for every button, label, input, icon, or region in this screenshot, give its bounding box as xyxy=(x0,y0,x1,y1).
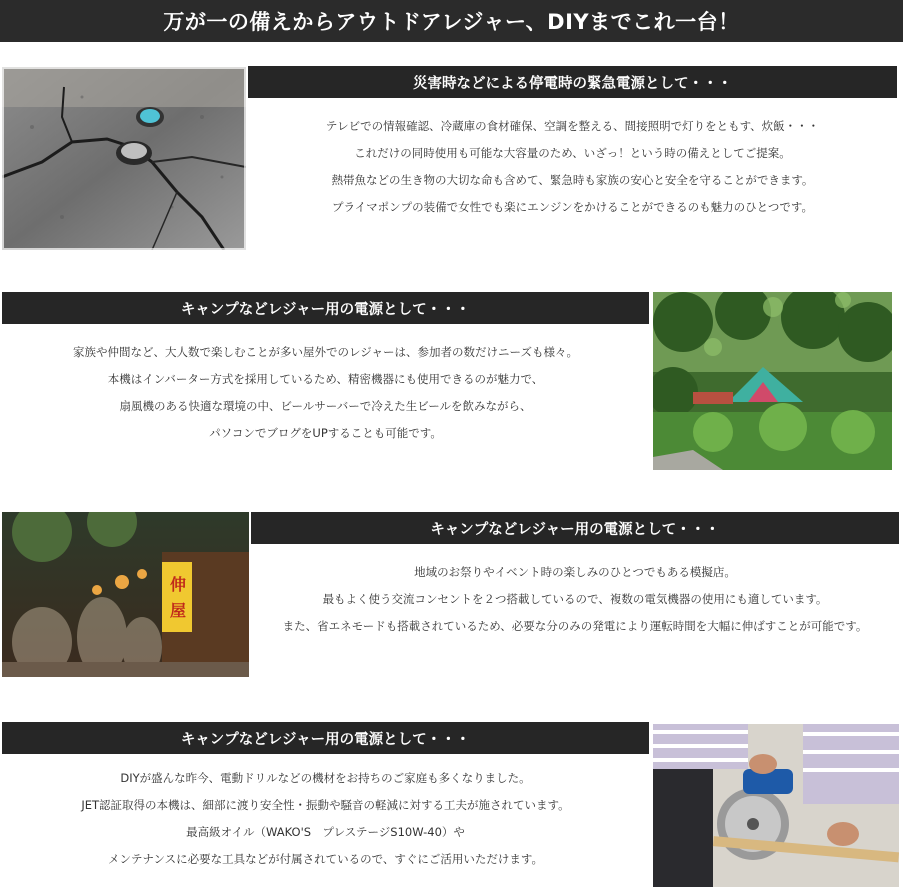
section-heading-camping: キャンプなどレジャー用の電源として・・・ xyxy=(2,292,649,324)
body-line: プライマポンプの装備で女性でも楽にエンジンをかけることができるのも魅力のひとつです。 xyxy=(332,200,813,214)
body-line: メンテナンスに必要な工具などが付属されているので、すぐにご活用いただけます。 xyxy=(108,852,543,866)
body-line: JET認証取得の本機は、細部に渡り安全性・振動や騒音の軽減に対する工夫が施されています。 xyxy=(81,798,570,812)
section-body-camping xyxy=(2,339,649,447)
body-line: テレビでの情報確認、冷蔵庫の食材確保、空調を整える、間接照明で灯りをともす、炊飯・・・ xyxy=(325,119,820,133)
section-body-festival xyxy=(251,559,899,640)
body-line: 扇風機のある快適な環境の中、ビールサーバーで冷えた生ビールを飲みながら、 xyxy=(119,399,532,413)
section-heading-diy: キャンプなどレジャー用の電源として・・・ xyxy=(2,722,649,754)
cracked-ground-photo xyxy=(2,67,246,250)
body-line: DIYが盛んな昨今、電動ドリルなどの機材をお持ちのご家庭も多くなりました。 xyxy=(120,771,531,785)
campsite-photo xyxy=(653,292,892,470)
section-body-emergency xyxy=(248,113,897,221)
body-line: 熱帯魚などの生き物の大切な命も含めて、緊急時も家族の安心と安全を守ることができます。 xyxy=(331,173,814,187)
body-line: これだけの同時使用も可能な大容量のため、いざっ！という時の備えとしてご提案。 xyxy=(354,146,791,160)
body-line: また、省エネモードも搭載されているため、必要な分のみの発電により運転時間を大幅に伸ばすことが可能です。 xyxy=(282,619,868,633)
festival-stalls-photo xyxy=(2,512,249,677)
body-line: 家族や仲間など、大人数で楽しむことが多い屋外でのレジャーは、参加者の数だけニーズも様々。 xyxy=(73,345,578,359)
section-heading-festival: キャンプなどレジャー用の電源として・・・ xyxy=(251,512,899,544)
page-title: 万が一の備えからアウトドアレジャー、DIYまでこれ一台！ xyxy=(0,0,903,42)
body-line: 最高級オイル（WAKO'S プレステージS10W-40）や xyxy=(186,825,465,839)
body-line: 最もよく使う交流コンセントを２つ搭載しているので、複数の電気機器の使用にも適しています。 xyxy=(322,592,828,606)
svg-text:伸: 伸 xyxy=(170,575,187,594)
body-line: 本機はインバーター方式を採用しているため、精密機器にも使用できるのが魅力で、 xyxy=(107,372,544,386)
section-body-diy xyxy=(2,765,649,873)
svg-text:屋: 屋 xyxy=(170,601,187,620)
body-line: パソコンでブログをUPすることも可能です。 xyxy=(209,426,442,440)
body-line: 地域のお祭りやイベント時の楽しみのひとつでもある模擬店。 xyxy=(414,565,736,579)
section-heading-emergency: 災害時などによる停電時の緊急電源として・・・ xyxy=(248,66,897,98)
circular-saw-photo xyxy=(653,724,899,887)
